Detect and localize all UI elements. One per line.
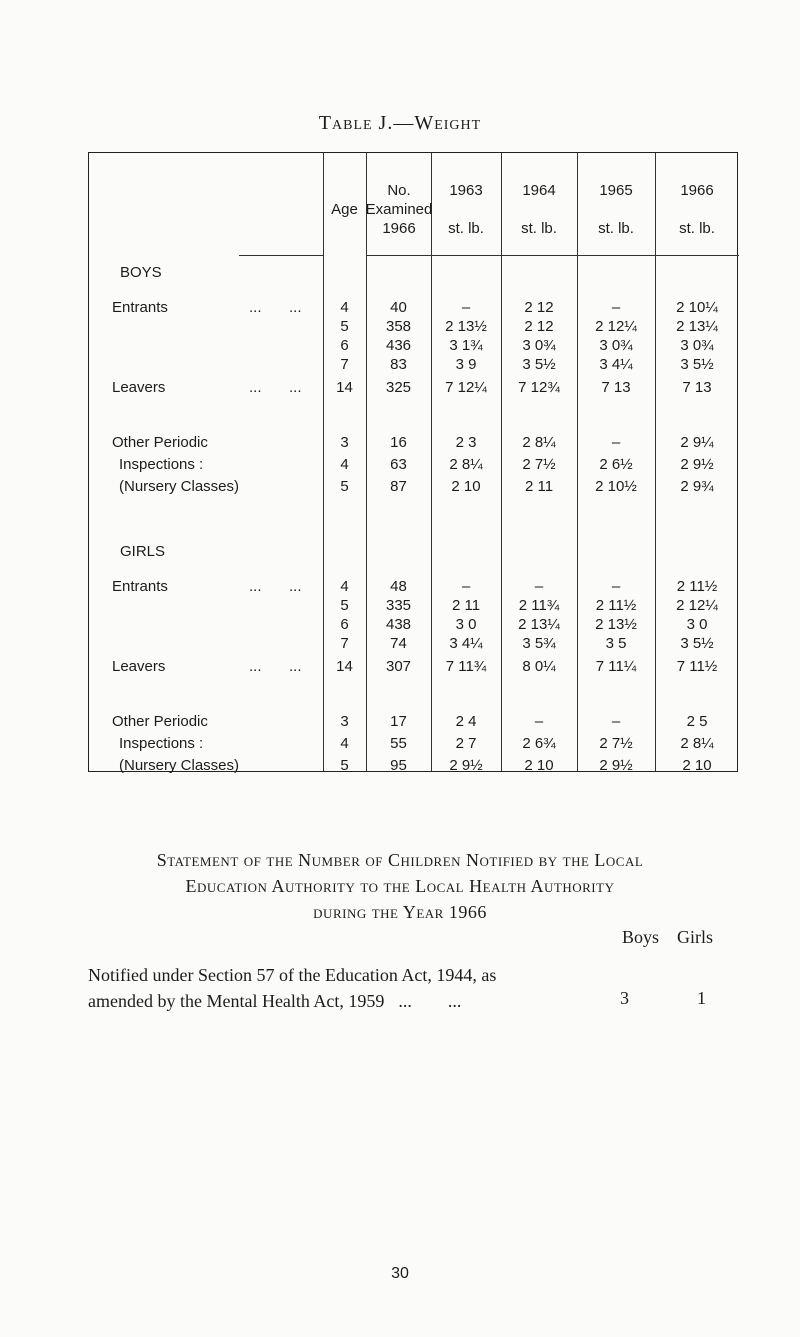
table-cell: 5 — [340, 757, 349, 774]
table-cell: 2 12 — [524, 318, 554, 335]
page-number: 30 — [391, 1265, 409, 1282]
leader-dots: ... — [249, 379, 262, 396]
table-cell: 6 — [340, 616, 349, 633]
table-cell: 2 4 — [455, 713, 477, 730]
table-cell: 358 — [385, 318, 412, 335]
header-age: Age — [331, 201, 358, 218]
table-cell: 95 — [390, 757, 407, 774]
table-cell: 2 7½ — [522, 456, 556, 473]
header-rule — [239, 255, 323, 256]
row-label-entrants: Entrants — [112, 299, 168, 316]
table-cell: 48 — [390, 578, 407, 595]
table-cell: 5 — [340, 318, 349, 335]
table-cell: 2 3 — [455, 434, 477, 451]
row-label-inspections: Inspections : — [119, 735, 204, 752]
row-label-other-periodic: Other Periodic — [112, 434, 208, 451]
table-cell: – — [461, 299, 471, 316]
table-cell: 3 1¾ — [449, 337, 483, 354]
row-label-nursery: (Nursery Classes) — [119, 478, 240, 495]
table-cell: 4 — [340, 456, 349, 473]
table-cell: 2 10½ — [595, 478, 637, 495]
statement-boys-value: 3 — [620, 988, 629, 1008]
table-cell: – — [611, 299, 621, 316]
table-cell: – — [534, 713, 544, 730]
table-cell: 2 5 — [686, 713, 708, 730]
table-cell: 2 10 — [524, 757, 554, 774]
header-examined: No. Examined 1966 — [365, 182, 433, 237]
table-cell: 2 9½ — [449, 757, 483, 774]
table-cell: 14 — [336, 379, 353, 396]
table-cell: 3 5½ — [522, 356, 556, 373]
table-cell: 2 13¼ — [518, 616, 560, 633]
table-cell: 3 0 — [686, 616, 708, 633]
table-cell: 5 — [340, 597, 349, 614]
table-cell: 2 11 — [524, 478, 554, 495]
table-cell: 2 12¼ — [595, 318, 637, 335]
table-cell: 2 7½ — [599, 735, 633, 752]
table-cell: – — [611, 434, 621, 451]
table-cell: 335 — [385, 597, 412, 614]
table-cell: 2 8¼ — [449, 456, 483, 473]
table-cell: 3 0¾ — [599, 337, 633, 354]
table-cell: 3 0 — [455, 616, 477, 633]
header-1965: 1965 st. lb. — [598, 182, 634, 237]
table-cell: 3 0¾ — [522, 337, 556, 354]
table-cell: 3 5½ — [680, 635, 714, 652]
table-cell: 7 12¼ — [445, 379, 487, 396]
table-cell: – — [611, 578, 621, 595]
leader-dots: ... — [289, 578, 302, 595]
statement-col-girls: Girls — [677, 927, 713, 947]
table-cell: 3 — [340, 713, 349, 730]
table-cell: 87 — [390, 478, 407, 495]
table-cell: 7 13 — [682, 379, 712, 396]
table-cell: 4 — [340, 299, 349, 316]
table-cell: 7 — [340, 635, 349, 652]
table-cell: 3 5 — [605, 635, 627, 652]
table-cell: 2 12¼ — [676, 597, 718, 614]
table-cell: 2 11½ — [676, 578, 718, 595]
table-cell: – — [534, 578, 544, 595]
table-cell: 2 9¼ — [680, 434, 714, 451]
header-1964: 1964 st. lb. — [521, 182, 557, 237]
table-cell: 63 — [390, 456, 407, 473]
table-cell: 3 5¾ — [522, 635, 556, 652]
table-cell: 2 10 — [682, 757, 712, 774]
table-cell: 4 — [340, 578, 349, 595]
table-cell: 83 — [390, 356, 407, 373]
table-cell: 55 — [390, 735, 407, 752]
table-cell: 2 13½ — [445, 318, 487, 335]
leader-dots: ... — [249, 658, 262, 675]
statement-girls-value: 1 — [697, 988, 706, 1008]
table-cell: 2 8¼ — [522, 434, 556, 451]
table-cell: 7 13 — [601, 379, 631, 396]
row-label-entrants: Entrants — [112, 578, 168, 595]
table-cell: 5 — [340, 478, 349, 495]
table-cell: 16 — [390, 434, 407, 451]
section-boys: BOYS — [120, 264, 162, 281]
table-cell: 2 10 — [451, 478, 481, 495]
table-cell: 307 — [385, 658, 412, 675]
table-cell: 3 5½ — [680, 356, 714, 373]
table-cell: 3 0¾ — [680, 337, 714, 354]
leader-dots: ... — [289, 379, 302, 396]
table-cell: 2 9½ — [599, 757, 633, 774]
section-girls: GIRLS — [120, 543, 166, 560]
table-cell: 2 6¾ — [522, 735, 556, 752]
table-cell: 4 — [340, 735, 349, 752]
table-cell: 40 — [390, 299, 407, 316]
table-cell: 2 10¼ — [676, 299, 718, 316]
table-cell: 14 — [336, 658, 353, 675]
header-1963: 1963 st. lb. — [448, 182, 484, 237]
table-cell: 2 11¾ — [518, 597, 560, 614]
leader-dots: ... — [289, 658, 302, 675]
table-cell: 3 — [340, 434, 349, 451]
table-cell: 325 — [385, 379, 412, 396]
row-label-nursery: (Nursery Classes) — [119, 757, 240, 774]
table-cell: 2 9½ — [680, 456, 714, 473]
table-cell: 7 12¾ — [518, 379, 560, 396]
table-cell: 6 — [340, 337, 349, 354]
leader-dots: ... — [289, 299, 302, 316]
table-cell: 3 4¼ — [599, 356, 633, 373]
table-cell: 7 11¾ — [445, 658, 487, 675]
table-cell: – — [461, 578, 471, 595]
table-cell: 2 7 — [455, 735, 477, 752]
table-cell: 8 0¼ — [522, 658, 556, 675]
table-cell: 17 — [390, 713, 407, 730]
table-cell: 74 — [390, 635, 407, 652]
page-title: Table J.—Weight — [318, 112, 482, 134]
statement-col-boys: Boys — [622, 927, 660, 947]
statement-notified-text: Notified under Section 57 of the Education Act, 1944, as amended by the Mental Health Act, 1959 ... ... — [88, 965, 497, 1011]
table-cell: 7 — [340, 356, 349, 373]
leader-dots: ... — [249, 578, 262, 595]
table-cell: 7 11½ — [676, 658, 718, 675]
table-cell: 2 8¼ — [680, 735, 714, 752]
row-label-other-periodic: Other Periodic — [112, 713, 208, 730]
table-cell: 2 12 — [524, 299, 554, 316]
table-cell: 436 — [385, 337, 412, 354]
weight-table — [88, 152, 738, 772]
header-rule — [366, 255, 739, 256]
table-cell: 3 4¼ — [449, 635, 483, 652]
table-cell: 2 11½ — [595, 597, 637, 614]
table-cell: 3 9 — [455, 356, 477, 373]
table-cell: – — [611, 713, 621, 730]
leader-dots: ... — [249, 299, 262, 316]
table-cell: 7 11¼ — [595, 658, 637, 675]
row-label-inspections: Inspections : — [119, 456, 204, 473]
table-cell: 2 13¼ — [676, 318, 718, 335]
header-1966: 1966 st. lb. — [679, 182, 715, 237]
table-cell: 2 6½ — [599, 456, 633, 473]
row-label-leavers: Leavers — [112, 379, 166, 396]
table-cell: 2 9¾ — [680, 478, 714, 495]
table-cell: 2 11 — [451, 597, 481, 614]
row-label-leavers: Leavers — [112, 658, 166, 675]
table-cell: 2 13½ — [595, 616, 637, 633]
table-cell: 438 — [385, 616, 412, 633]
statement-heading: Statement of the Number of Children Notified by the Local Education Authority to the Local Health Authority during the Year 1966 — [156, 850, 644, 922]
